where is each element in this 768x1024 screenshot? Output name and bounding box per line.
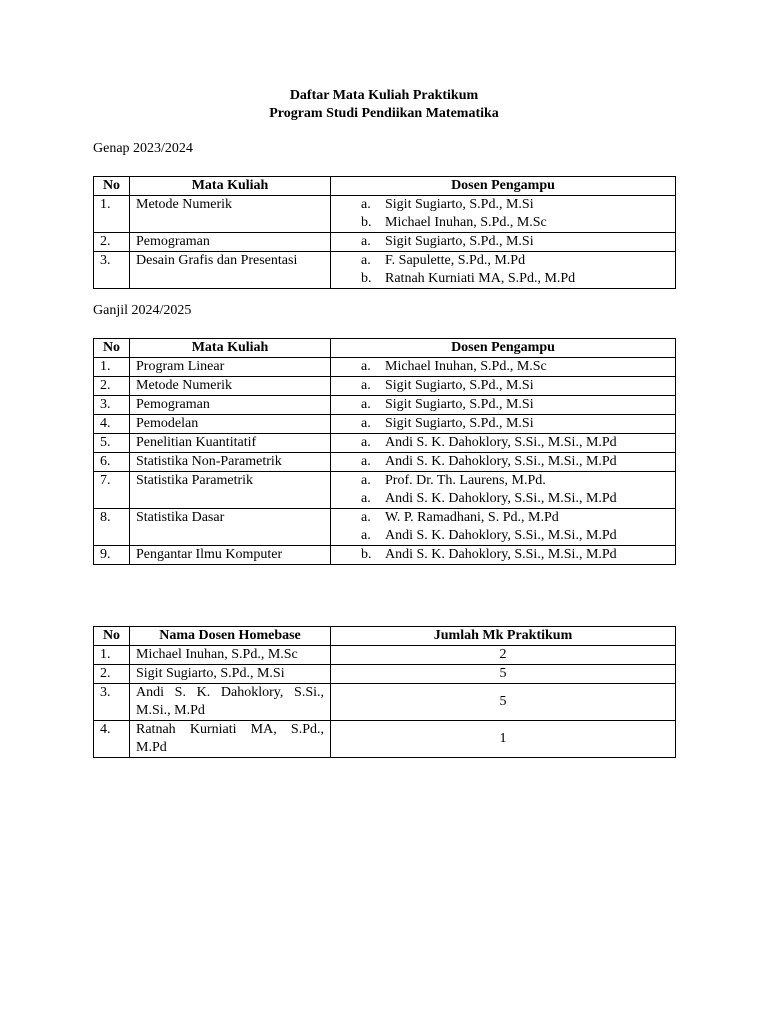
row-number: 7. — [94, 472, 130, 509]
col-header-nama-dosen: Nama Dosen Homebase — [130, 627, 331, 646]
col-header-no: No — [94, 177, 130, 196]
course-name: Penelitian Kuantitatif — [130, 434, 331, 453]
lecturer-item — [337, 270, 669, 288]
course-name: Statistika Dasar — [130, 509, 331, 546]
row-number: 4. — [94, 721, 130, 758]
lecturer-marker: a. — [361, 253, 371, 268]
lecturer-marker: b. — [361, 215, 372, 230]
col-header-no: No — [94, 627, 130, 646]
row-number: 5. — [94, 434, 130, 453]
lecturer-name: Ratnah Kurniati MA, S.Pd., M.Pd — [385, 271, 576, 286]
col-header-jumlah: Jumlah Mk Praktikum — [331, 627, 676, 646]
table-row — [94, 196, 676, 233]
lecturer-marker: a. — [361, 416, 371, 431]
course-name: Program Linear — [130, 358, 331, 377]
row-number: 6. — [94, 453, 130, 472]
lecturer-marker: a. — [361, 234, 371, 249]
table-header-row — [94, 627, 676, 646]
lecturer-item — [337, 472, 669, 490]
lecturer-marker: a. — [361, 491, 371, 506]
col-header-mata-kuliah: Mata Kuliah — [130, 339, 331, 358]
col-header-dosen: Dosen Pengampu — [331, 177, 676, 196]
lecturer-item — [337, 252, 669, 270]
lecturer-list — [331, 233, 676, 252]
document-subtitle: Program Studi Pendiikan Matematika — [269, 106, 499, 121]
lecturer-marker: a. — [361, 435, 371, 450]
lecturer-item — [337, 509, 669, 527]
course-count: 2 — [331, 646, 676, 665]
lecturer-list — [331, 196, 676, 233]
course-name: Pemograman — [130, 233, 331, 252]
lecturer-name: Ratnah Kurniati MA, S.Pd., M.Pd — [130, 721, 331, 758]
lecturer-item — [337, 214, 669, 232]
course-name: Desain Grafis dan Presentasi — [130, 252, 331, 289]
row-number: 3. — [94, 684, 130, 721]
row-number: 2. — [94, 665, 130, 684]
lecturer-name: Andi S. K. Dahoklory, S.Si., M.Si., M.Pd — [385, 454, 617, 469]
table-header-row — [94, 339, 676, 358]
lecturer-item — [337, 377, 669, 395]
lecturer-item — [337, 527, 669, 545]
lecturer-name: Michael Inuhan, S.Pd., M.Sc — [385, 215, 547, 230]
semester-label-ganjil: Ganjil 2024/2025 — [93, 303, 192, 318]
row-number: 1. — [94, 358, 130, 377]
row-number: 8. — [94, 509, 130, 546]
lecturer-name: Sigit Sugiarto, S.Pd., M.Si — [385, 197, 534, 212]
row-number: 1. — [94, 196, 130, 233]
lecturer-list — [331, 509, 676, 546]
table-row — [94, 546, 676, 565]
table-row — [94, 509, 676, 546]
course-count: 5 — [331, 684, 676, 721]
lecturer-name: Sigit Sugiarto, S.Pd., M.Si — [130, 665, 331, 684]
lecturer-name: Sigit Sugiarto, S.Pd., M.Si — [385, 397, 534, 412]
lecturer-marker: a. — [361, 197, 371, 212]
lecturer-list — [331, 415, 676, 434]
lecturer-name: Sigit Sugiarto, S.Pd., M.Si — [385, 416, 534, 431]
course-name: Pemograman — [130, 396, 331, 415]
lecturer-item — [337, 434, 669, 452]
lecturer-name: Andi S. K. Dahoklory, S.Si., M.Si., M.Pd — [130, 684, 331, 721]
table-row — [94, 646, 676, 665]
row-number: 1. — [94, 646, 130, 665]
table-row — [94, 684, 676, 721]
lecturer-marker: a. — [361, 510, 371, 525]
lecturer-marker: a. — [361, 473, 371, 488]
table-ganjil-body — [94, 358, 676, 565]
table-row — [94, 453, 676, 472]
lecturer-marker: b. — [361, 271, 372, 286]
document-title: Daftar Mata Kuliah Praktikum — [289, 88, 479, 103]
col-header-no: No — [94, 339, 130, 358]
course-count: 1 — [331, 721, 676, 758]
course-count: 5 — [331, 665, 676, 684]
lecturer-marker: a. — [361, 378, 371, 393]
lecturer-marker: b. — [361, 547, 372, 562]
lecturer-item — [337, 415, 669, 433]
table-ganjil — [93, 338, 676, 565]
row-number: 4. — [94, 415, 130, 434]
lecturer-list — [331, 434, 676, 453]
lecturer-marker: a. — [361, 528, 371, 543]
lecturer-name: Sigit Sugiarto, S.Pd., M.Si — [385, 234, 534, 249]
lecturer-item — [337, 490, 669, 508]
lecturer-name: Andi S. K. Dahoklory, S.Si., M.Si., M.Pd — [385, 491, 617, 506]
table-row — [94, 665, 676, 684]
lecturer-item — [337, 396, 669, 414]
table-row — [94, 472, 676, 509]
lecturer-name: Michael Inuhan, S.Pd., M.Sc — [130, 646, 331, 665]
lecturer-marker: a. — [361, 359, 371, 374]
course-name: Metode Numerik — [130, 196, 331, 233]
table-row — [94, 396, 676, 415]
lecturer-name: Andi S. K. Dahoklory, S.Si., M.Si., M.Pd — [385, 547, 617, 562]
course-name: Metode Numerik — [130, 377, 331, 396]
row-number: 3. — [94, 252, 130, 289]
table-genap-body — [94, 196, 676, 289]
lecturer-list — [331, 472, 676, 509]
lecturer-list — [331, 546, 676, 565]
lecturer-name: F. Sapulette, S.Pd., M.Pd — [385, 253, 526, 268]
table-homebase — [93, 626, 676, 758]
lecturer-list — [331, 453, 676, 472]
row-number: 9. — [94, 546, 130, 565]
lecturer-item — [337, 233, 669, 251]
lecturer-item — [337, 196, 669, 214]
course-name: Pengantar Ilmu Komputer — [130, 546, 331, 565]
lecturer-name: Andi S. K. Dahoklory, S.Si., M.Si., M.Pd — [385, 528, 617, 543]
table-row — [94, 415, 676, 434]
table-row — [94, 358, 676, 377]
lecturer-item — [337, 546, 669, 564]
table-row — [94, 252, 676, 289]
lecturer-item — [337, 358, 669, 376]
course-name: Pemodelan — [130, 415, 331, 434]
lecturer-name: Prof. Dr. Th. Laurens, M.Pd. — [385, 473, 546, 488]
lecturer-name: W. P. Ramadhani, S. Pd., M.Pd — [385, 510, 559, 525]
lecturer-name: Sigit Sugiarto, S.Pd., M.Si — [385, 378, 534, 393]
lecturer-marker: a. — [361, 397, 371, 412]
col-header-dosen: Dosen Pengampu — [331, 339, 676, 358]
lecturer-name: Michael Inuhan, S.Pd., M.Sc — [385, 359, 547, 374]
course-name: Statistika Non-Parametrik — [130, 453, 331, 472]
table-row — [94, 233, 676, 252]
lecturer-list — [331, 358, 676, 377]
course-name: Statistika Parametrik — [130, 472, 331, 509]
lecturer-list — [331, 252, 676, 289]
semester-label-genap: Genap 2023/2024 — [93, 141, 193, 156]
table-genap — [93, 176, 676, 289]
lecturer-item — [337, 453, 669, 471]
lecturer-name: Andi S. K. Dahoklory, S.Si., M.Si., M.Pd — [385, 435, 617, 450]
row-number: 2. — [94, 233, 130, 252]
col-header-mata-kuliah: Mata Kuliah — [130, 177, 331, 196]
row-number: 2. — [94, 377, 130, 396]
row-number: 3. — [94, 396, 130, 415]
lecturer-list — [331, 396, 676, 415]
table-homebase-body — [94, 646, 676, 758]
lecturer-marker: a. — [361, 454, 371, 469]
table-row — [94, 377, 676, 396]
table-row — [94, 434, 676, 453]
table-header-row — [94, 177, 676, 196]
lecturer-list — [331, 377, 676, 396]
table-row — [94, 721, 676, 758]
